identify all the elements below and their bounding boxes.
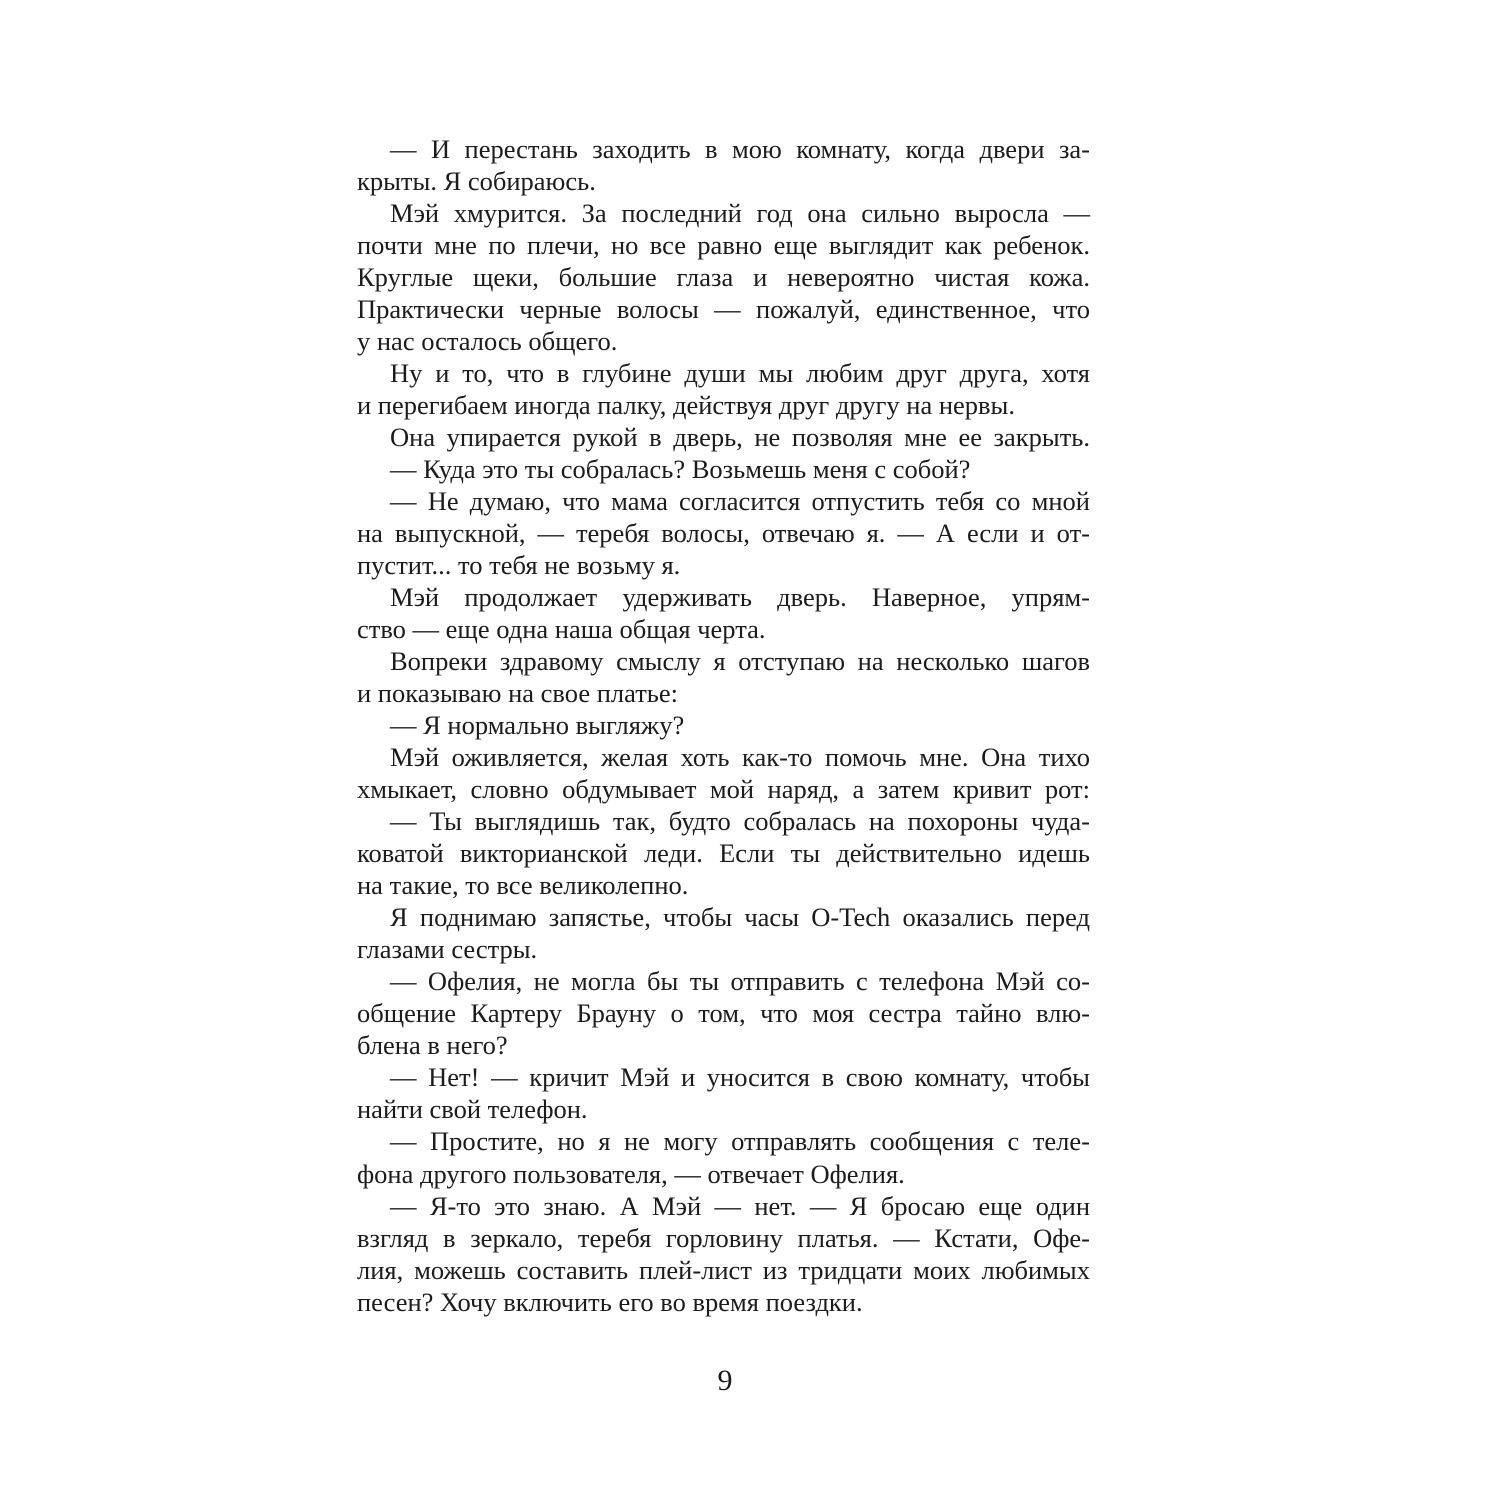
text-line: фона другого пользователя, — отвечает Офелия.	[357, 1158, 905, 1189]
text-line: найти свой телефон.	[357, 1094, 588, 1125]
body-text	[357, 133, 1090, 1318]
text-line: ство — еще одна наша общая черта.	[357, 614, 766, 645]
text-line: — Ты выглядишь так, будто собралась на похороны чуда-	[390, 806, 1090, 837]
text-line: пустит... то тебя не возьму я.	[357, 550, 681, 581]
text-line: — Я-то это знаю. А Мэй — нет. — Я бросаю еще один	[390, 1190, 1090, 1221]
page-number: 9	[717, 1364, 733, 1397]
text-line: и перегибаем иногда палку, действуя друг другу на нервы.	[357, 390, 1015, 421]
text-line: почти мне по плечи, но все равно еще выглядит как ребенок.	[357, 230, 1090, 261]
text-line: взгляд в зеркало, теребя горловину платья. — Кстати, Офе-	[357, 1222, 1090, 1253]
text-line: — Офелия, не могла бы ты отправить с телефона Мэй со-	[390, 966, 1090, 997]
text-line: глазами сестры.	[357, 934, 538, 965]
text-line: общение Картеру Брауну о том, что моя сестра тайно влю-	[357, 998, 1090, 1029]
text-line: Мэй оживляется, желая хоть как-то помочь мне. Она тихо	[390, 742, 1090, 773]
text-line: — Нет! — кричит Мэй и уносится в свою комнату, чтобы	[390, 1062, 1090, 1093]
text-line: на выпускной, — теребя волосы, отвечаю я. — А если и от-	[357, 518, 1090, 549]
text-line: песен? Хочу включить его во время поездки.	[357, 1286, 863, 1317]
text-line: и показываю на свое платье:	[357, 678, 678, 709]
text-line: Мэй хмурится. За последний год она сильно выросла —	[390, 198, 1090, 229]
text-line: на такие, то все великолепно.	[357, 870, 689, 901]
text-line: коватой викторианской леди. Если ты действительно идешь	[357, 838, 1090, 869]
text-line: — Куда это ты собралась? Возьмешь меня с собой?	[390, 454, 971, 485]
text-line: блена в него?	[357, 1030, 508, 1061]
text-line: Мэй продолжает удерживать дверь. Наверное, упрям-	[390, 582, 1090, 613]
text-line: Ну и то, что в глубине души мы любим друг друга, хотя	[390, 358, 1090, 389]
text-line: Она упирается рукой в дверь, не позволяя мне ее закрыть.	[390, 422, 1090, 453]
text-line: хмыкает, словно обдумывает мой наряд, а затем кривит рот:	[357, 774, 1090, 805]
text-line: Я поднимаю запястье, чтобы часы O-Tech оказались перед	[390, 902, 1090, 933]
text-line: — Не думаю, что мама согласится отпустить тебя со мной	[390, 486, 1090, 517]
text-line: Круглые щеки, большие глаза и невероятно чистая кожа.	[357, 262, 1090, 293]
text-line: — И перестань заходить в мою комнату, когда двери за-	[390, 134, 1090, 164]
text-line: — Я нормально выгляжу?	[390, 710, 685, 741]
text-line: у нас осталось общего.	[357, 326, 618, 357]
text-line: — Простите, но я не могу отправлять сообщения с теле-	[390, 1126, 1090, 1157]
text-line: крыты. Я собираюсь.	[357, 166, 596, 197]
text-line: лия, можешь составить плей-лист из тридцати моих любимых	[357, 1254, 1090, 1285]
text-line: Вопреки здравому смыслу я отступаю на несколько шагов	[390, 646, 1090, 677]
text-line: Практически черные волосы — пожалуй, единственное, что	[357, 294, 1090, 325]
